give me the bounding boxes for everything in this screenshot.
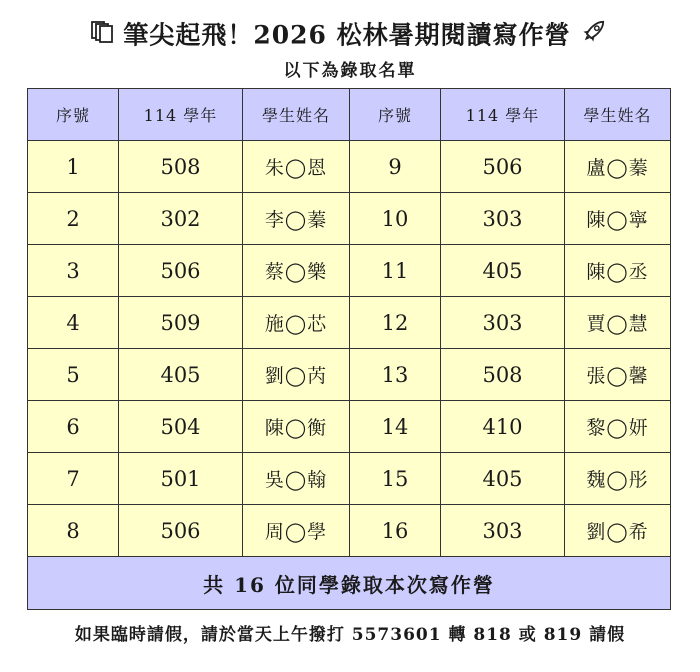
header-name: 學生姓名 — [565, 89, 671, 141]
header-class: 114 學年 — [119, 89, 243, 141]
class-cell: 303 — [441, 505, 565, 557]
seq-cell: 2 — [28, 193, 119, 245]
name-cell: 陳◯衡 — [243, 401, 350, 453]
name-cell: 蔡◯樂 — [243, 245, 350, 297]
copy-pages-icon — [91, 19, 115, 51]
class-cell: 508 — [119, 141, 243, 193]
class-cell: 506 — [119, 245, 243, 297]
seq-cell: 7 — [28, 453, 119, 505]
name-cell: 賈◯慧 — [565, 297, 671, 349]
class-cell: 501 — [119, 453, 243, 505]
header-seq: 序號 — [350, 89, 441, 141]
seq-cell: 13 — [350, 349, 441, 401]
table-header-row — [28, 89, 671, 141]
seq-cell: 3 — [28, 245, 119, 297]
table-row — [28, 453, 671, 505]
seq-cell: 11 — [350, 245, 441, 297]
name-cell: 李◯蓁 — [243, 193, 350, 245]
class-cell: 508 — [441, 349, 565, 401]
seq-cell: 5 — [28, 349, 119, 401]
class-cell: 405 — [441, 245, 565, 297]
name-cell: 施◯芯 — [243, 297, 350, 349]
table-row — [28, 505, 671, 557]
header-seq: 序號 — [28, 89, 119, 141]
class-cell: 506 — [119, 505, 243, 557]
subtitle: 以下為錄取名單 — [283, 61, 417, 81]
table-row — [28, 297, 671, 349]
seq-cell: 9 — [350, 141, 441, 193]
name-cell: 劉◯希 — [565, 505, 671, 557]
name-cell: 朱◯恩 — [243, 141, 350, 193]
name-cell: 周◯學 — [243, 505, 350, 557]
header-name: 學生姓名 — [243, 89, 350, 141]
page-title — [0, 18, 700, 56]
leave-request-note: 如果臨時請假，請於當天上午撥打 5573601 轉 818 或 819 請假 — [74, 625, 626, 645]
class-cell: 405 — [441, 453, 565, 505]
class-cell: 506 — [441, 141, 565, 193]
page-title-text: 筆尖起飛！2026 松林暑期閱讀寫作營 — [123, 20, 571, 50]
summary-text: 共 16 位同學錄取本次寫作營 — [28, 557, 671, 610]
seq-cell: 1 — [28, 141, 119, 193]
class-cell: 509 — [119, 297, 243, 349]
class-cell: 504 — [119, 401, 243, 453]
table-row — [28, 193, 671, 245]
name-cell: 陳◯寧 — [565, 193, 671, 245]
name-cell: 吳◯翰 — [243, 453, 350, 505]
rocket-icon — [579, 16, 609, 54]
class-cell: 303 — [441, 193, 565, 245]
seq-cell: 14 — [350, 401, 441, 453]
class-cell: 302 — [119, 193, 243, 245]
name-cell: 張◯馨 — [565, 349, 671, 401]
table-row — [28, 141, 671, 193]
seq-cell: 10 — [350, 193, 441, 245]
name-cell: 劉◯芮 — [243, 349, 350, 401]
class-cell: 410 — [441, 401, 565, 453]
seq-cell: 15 — [350, 453, 441, 505]
class-cell: 303 — [441, 297, 565, 349]
name-cell: 黎◯妍 — [565, 401, 671, 453]
seq-cell: 4 — [28, 297, 119, 349]
header-class: 114 學年 — [441, 89, 565, 141]
table-row — [28, 245, 671, 297]
summary-row — [28, 557, 671, 610]
seq-cell: 6 — [28, 401, 119, 453]
seq-cell: 8 — [28, 505, 119, 557]
table-row — [28, 349, 671, 401]
table-row — [28, 401, 671, 453]
class-cell: 405 — [119, 349, 243, 401]
name-cell: 盧◯蓁 — [565, 141, 671, 193]
admission-table — [27, 88, 671, 610]
seq-cell: 16 — [350, 505, 441, 557]
name-cell: 陳◯丞 — [565, 245, 671, 297]
seq-cell: 12 — [350, 297, 441, 349]
name-cell: 魏◯彤 — [565, 453, 671, 505]
